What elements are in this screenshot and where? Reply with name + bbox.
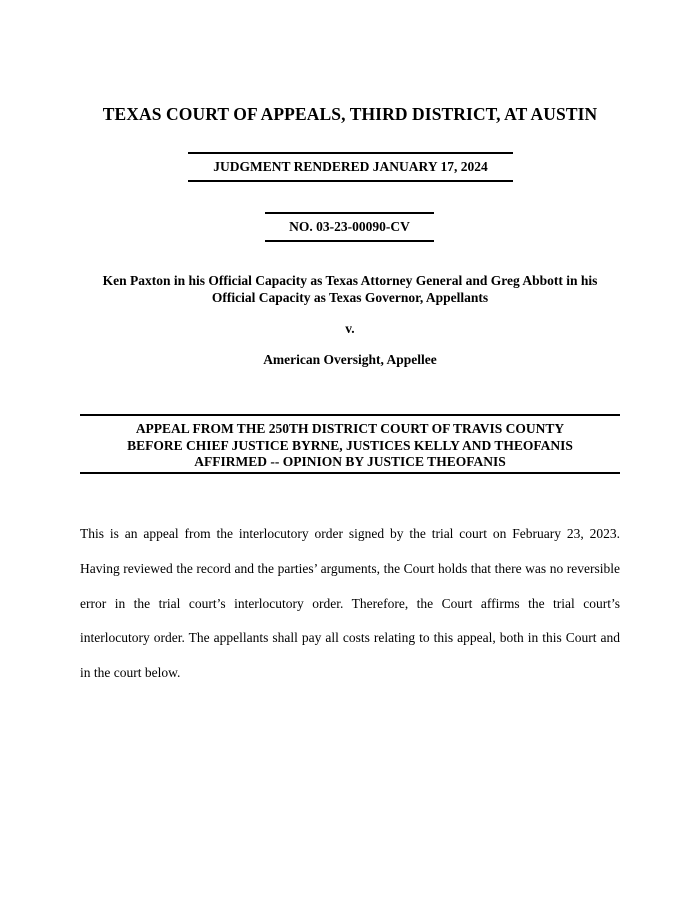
appellee: American Oversight, Appellee [263,352,437,367]
court-title: TEXAS COURT OF APPEALS, THIRD DISTRICT, AT AUSTIN [102,104,598,124]
appellants-line-1: Ken Paxton in his Official Capacity as Texas Attorney General and Greg Abbott in his [102,273,598,288]
opinion-paragraph: This is an appeal from the interlocutory order signed by the trial court on February 23, 2023. Having reviewed the record and the parties’ arguments, the Court holds that there was no reversible error in the trial court’s interlocutory order. Therefore, the Court affirms the trial court’s interlocutory order. The appellants shall pay all costs relating to this appeal, both in this Court and in the court below. [80,526,620,681]
appeal-info-box [80,414,620,474]
versus: v. [345,321,355,336]
judgment-date-heading: JUDGMENT RENDERED JANUARY 17, 2024 [188,152,513,182]
appellants-block [60,272,640,306]
case-number: NO. 03-23-00090-CV [265,212,434,242]
appeal-disposition-line: AFFIRMED -- OPINION BY JUSTICE THEOFANIS [194,454,506,469]
appeal-origin-line: APPEAL FROM THE 250TH DISTRICT COURT OF TRAVIS COUNTY [135,421,565,436]
appeal-panel-line: BEFORE CHIEF JUSTICE BYRNE, JUSTICES KELLY AND THEOFANIS [127,437,573,453]
appellants-line-2: Official Capacity as Texas Governor, Appellants [211,290,489,305]
